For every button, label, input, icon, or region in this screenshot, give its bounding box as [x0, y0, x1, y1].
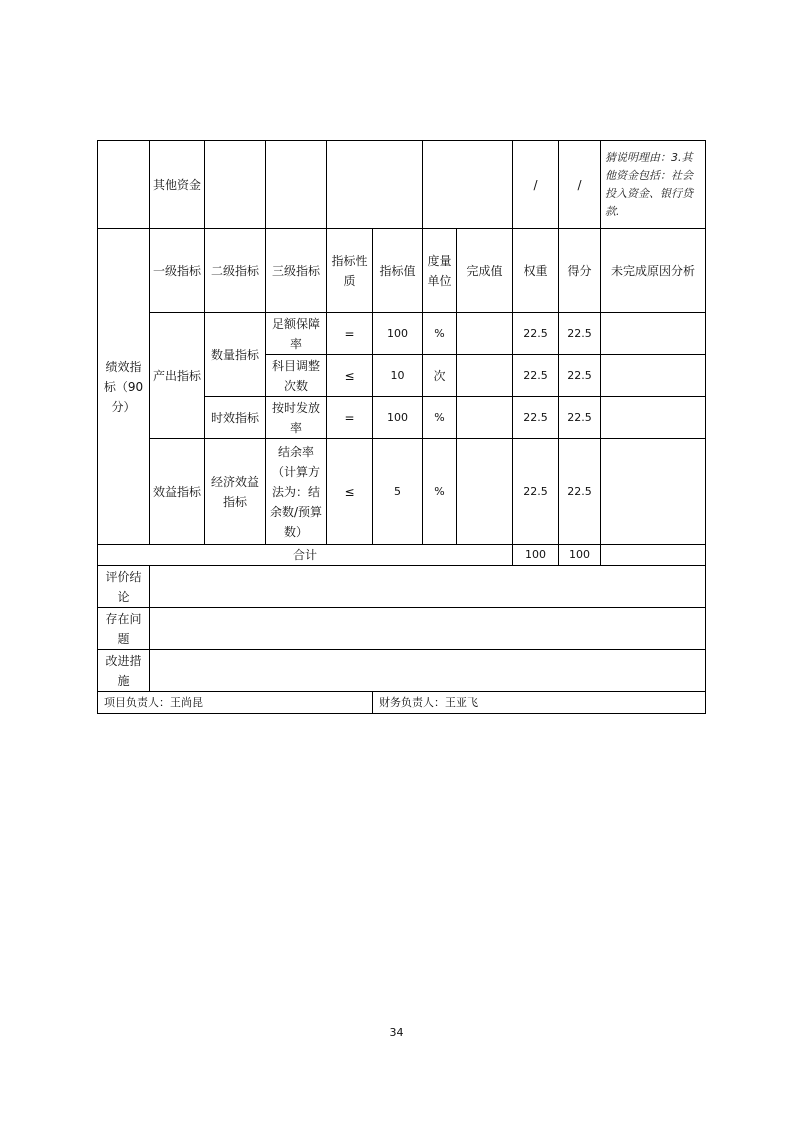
row-unit: %	[423, 397, 457, 439]
row-score: 22.5	[559, 439, 601, 545]
performance-table	[97, 140, 706, 714]
evaluation-conclusion	[150, 566, 706, 608]
total-label: 合计	[98, 545, 513, 566]
row-value: 100	[373, 313, 423, 355]
signature-row	[98, 692, 706, 714]
header-level3: 三级指标	[266, 229, 327, 313]
header-level1: 一级指标	[150, 229, 205, 313]
project-lead: 项目负责人：王尚昆	[98, 692, 373, 714]
row-level3: 科目调整次数	[266, 355, 327, 397]
section-label: 绩效指标（90分）	[98, 229, 150, 545]
header-nature: 指标性质	[327, 229, 373, 313]
row-completed	[457, 355, 513, 397]
problems-row	[98, 608, 706, 650]
empty-cell	[327, 141, 423, 229]
other-funds-score: /	[559, 141, 601, 229]
group-timeliness: 时效指标	[205, 397, 266, 439]
finance-lead: 财务负责人：王亚飞	[373, 692, 706, 714]
other-funds-note: 猜说明理由：3.其他资金包括：社会投入资金、银行贷款.	[601, 141, 706, 229]
row-nature: ≤	[327, 439, 373, 545]
row-weight: 22.5	[513, 313, 559, 355]
row-level3: 结余率（计算方法为：结余数/预算数）	[266, 439, 327, 545]
row-nature: =	[327, 397, 373, 439]
page-number: 34	[389, 1026, 404, 1039]
evaluation-problems-label: 存在问题	[98, 608, 150, 650]
row-completed	[457, 313, 513, 355]
row-reason	[601, 439, 706, 545]
header-unit: 度量单位	[423, 229, 457, 313]
header-row	[98, 229, 706, 313]
row-score: 22.5	[559, 313, 601, 355]
group-output: 产出指标	[150, 313, 205, 439]
empty-cell	[423, 141, 513, 229]
total-row	[98, 545, 706, 566]
row-unit: %	[423, 439, 457, 545]
evaluation-conclusion-label: 评价结论	[98, 566, 150, 608]
other-funds-row	[98, 141, 706, 229]
header-completed: 完成值	[457, 229, 513, 313]
row-score: 22.5	[559, 355, 601, 397]
evaluation-row	[98, 566, 706, 608]
row-completed	[457, 397, 513, 439]
row-weight: 22.5	[513, 439, 559, 545]
header-value: 指标值	[373, 229, 423, 313]
group-economic: 经济效益指标	[205, 439, 266, 545]
row-unit: 次	[423, 355, 457, 397]
row-value: 100	[373, 397, 423, 439]
table-row	[98, 313, 706, 355]
evaluation-improvements	[150, 650, 706, 692]
evaluation-improvements-label: 改进措施	[98, 650, 150, 692]
total-score: 100	[559, 545, 601, 566]
row-reason	[601, 397, 706, 439]
row-value: 10	[373, 355, 423, 397]
table-row	[98, 439, 706, 545]
header-level2: 二级指标	[205, 229, 266, 313]
row-nature: =	[327, 313, 373, 355]
evaluation-problems	[150, 608, 706, 650]
row-completed	[457, 439, 513, 545]
row-value: 5	[373, 439, 423, 545]
row-score: 22.5	[559, 397, 601, 439]
group-benefit: 效益指标	[150, 439, 205, 545]
row-reason	[601, 355, 706, 397]
row-unit: %	[423, 313, 457, 355]
row-nature: ≤	[327, 355, 373, 397]
empty-cell	[98, 141, 150, 229]
empty-cell	[601, 545, 706, 566]
group-quantity: 数量指标	[205, 313, 266, 397]
row-weight: 22.5	[513, 355, 559, 397]
header-reason: 未完成原因分析	[601, 229, 706, 313]
row-weight: 22.5	[513, 397, 559, 439]
total-weight: 100	[513, 545, 559, 566]
other-funds-label: 其他资金	[150, 141, 205, 229]
header-score: 得分	[559, 229, 601, 313]
row-level3: 足额保障率	[266, 313, 327, 355]
empty-cell	[266, 141, 327, 229]
improvements-row	[98, 650, 706, 692]
header-weight: 权重	[513, 229, 559, 313]
empty-cell	[205, 141, 266, 229]
other-funds-weight: /	[513, 141, 559, 229]
row-reason	[601, 313, 706, 355]
row-level3: 按时发放率	[266, 397, 327, 439]
